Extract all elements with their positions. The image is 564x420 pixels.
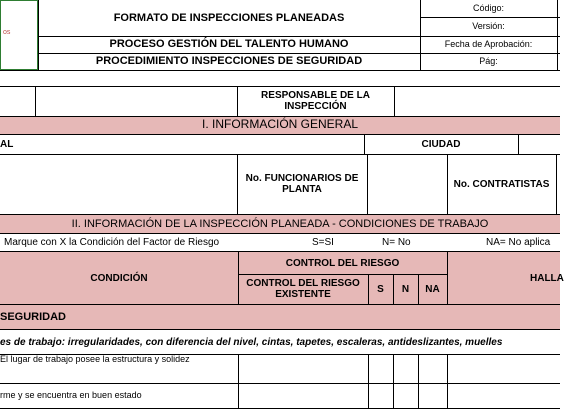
section-2-title: II. INFORMACIÓN DE LA INSPECCIÓN PLANEADA - CONDICIONES DE TRABAJO	[0, 215, 560, 233]
item-2-control-field[interactable]	[238, 384, 560, 408]
legend-na: NA= No aplica	[486, 236, 551, 248]
list-item: El lugar de trabajo posee la estructura y solidez	[0, 354, 190, 364]
header-block	[0, 0, 560, 72]
al-label: AL	[0, 138, 14, 150]
ciudad-label: CIUDAD	[421, 138, 461, 150]
category-seguridad: SEGURIDAD	[0, 305, 560, 329]
process-title: PROCESO GESTIÓN DEL TALENTO HUMANO	[109, 38, 349, 51]
col-na-header: NA	[425, 283, 440, 295]
col-s-header: S	[377, 283, 384, 295]
funcionarios-label: No. FUNCIONARIOS DE PLANTA	[245, 173, 359, 195]
form-title: FORMATO DE INSPECCIONES PLANEADAS	[113, 11, 345, 24]
responsable-label: RESPONSABLE DE LA INSPECCIÓN	[261, 90, 370, 112]
hallazgos-header: HALLA	[530, 272, 564, 284]
pag-label: Pág:	[479, 55, 498, 66]
legend-no: N= No	[382, 236, 411, 248]
codigo-label: Código:	[472, 2, 505, 13]
version-label: Versión:	[472, 20, 505, 31]
section-1-title: I. INFORMACIÓN GENERAL	[0, 116, 560, 134]
logo	[0, 0, 38, 70]
col-n-header: N	[401, 283, 410, 295]
contratistas-label: No. CONTRATISTAS	[453, 178, 550, 190]
control-riesgo-header: CONTROL DEL RIESGO	[285, 257, 400, 269]
list-item: rme y se encuentra en buen estado	[0, 390, 142, 401]
instruction-text: Marque con X la Condición del Factor de Riesgo	[4, 236, 220, 248]
logo-text: os	[3, 29, 11, 36]
legend-si: S=SI	[312, 236, 334, 248]
control-existente-header: CONTROL DEL RIESGO EXISTENTE	[246, 278, 360, 300]
item-1-control-field[interactable]	[238, 355, 560, 383]
fecha-aprobacion-label: Fecha de Aprobación:	[444, 38, 533, 49]
funcionarios-field[interactable]	[367, 154, 447, 214]
subcategory-text: es de trabajo: irregularidades, con diferencia del nivel, cintas, tapetes, escaleras, antideslizantes, muelles	[0, 336, 503, 348]
condicion-header: CONDICIÓN	[90, 272, 148, 284]
responsable-field[interactable]	[394, 86, 560, 116]
al-field[interactable]	[30, 134, 364, 154]
procedure-title: PROCEDIMIENTO INSPECCIONES DE SEGURIDAD	[95, 55, 363, 68]
ciudad-field[interactable]	[518, 134, 560, 154]
